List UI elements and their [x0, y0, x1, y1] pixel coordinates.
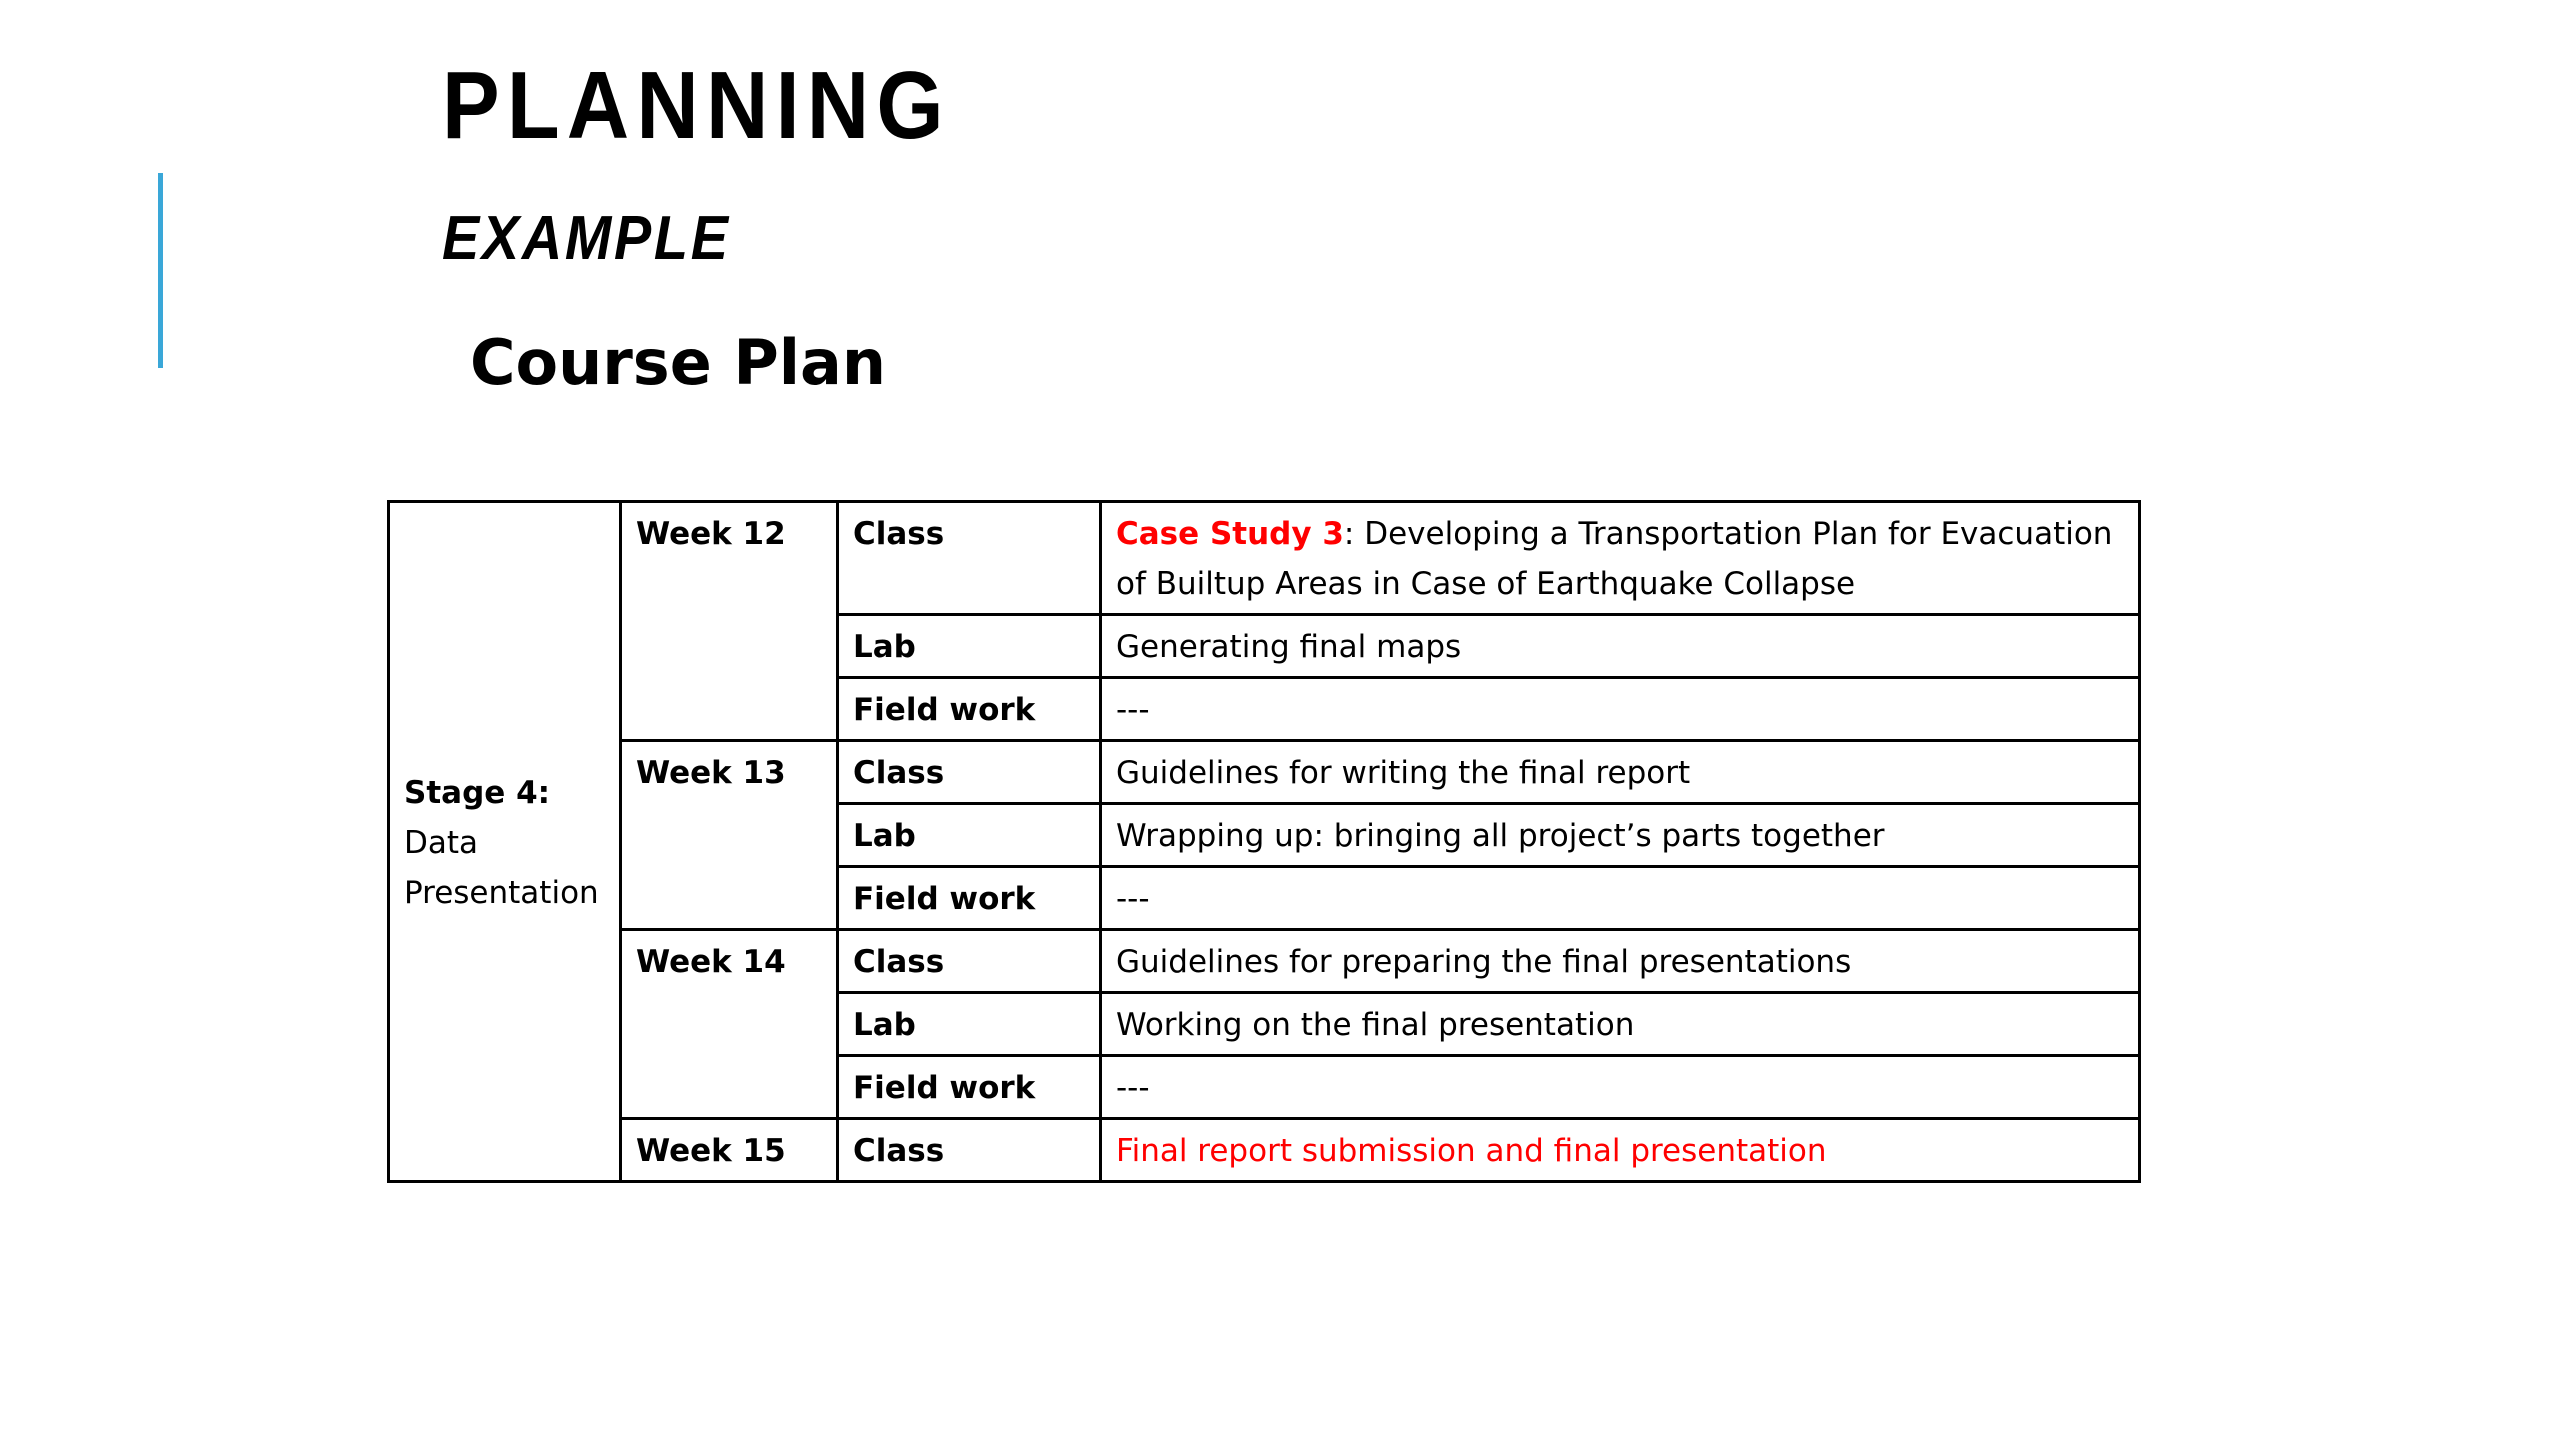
table-row: [389, 741, 2140, 804]
session-type: Field work: [838, 678, 1101, 741]
session-detail: Wrapping up: bringing all project’s parts together: [1101, 804, 2140, 867]
session-detail: Guidelines for writing the final report: [1101, 741, 2140, 804]
stage-cell: [389, 502, 621, 1182]
session-type: Class: [838, 1119, 1101, 1182]
stage-name-line-2: Presentation: [404, 874, 599, 911]
session-detail: ---: [1101, 1056, 2140, 1119]
session-type: Lab: [838, 615, 1101, 678]
case-study-highlight: Case Study 3: [1116, 516, 1344, 552]
stage-name-line-1: Data: [404, 824, 479, 861]
session-type: Lab: [838, 993, 1101, 1056]
session-type: Class: [838, 741, 1101, 804]
table-row: [389, 930, 2140, 993]
week-label: Week 14: [621, 930, 838, 1119]
table-row: [389, 1119, 2140, 1182]
week-label: Week 12: [621, 502, 838, 741]
session-detail-final: Final report submission and final presentation: [1101, 1119, 2140, 1182]
slide-subtitle: EXAMPLE: [442, 204, 731, 273]
slide-title: PLANNING: [442, 52, 951, 159]
table-row: [389, 502, 2140, 615]
session-detail: ---: [1101, 678, 2140, 741]
session-detail: [1101, 502, 2140, 615]
accent-line: [158, 173, 163, 368]
session-detail: Working on the final presentation: [1101, 993, 2140, 1056]
session-detail: Guidelines for preparing the final presentations: [1101, 930, 2140, 993]
session-type: Class: [838, 502, 1101, 615]
session-type: Field work: [838, 867, 1101, 930]
course-plan-table: [387, 500, 2141, 1183]
session-type: Lab: [838, 804, 1101, 867]
session-detail: ---: [1101, 867, 2140, 930]
week-label: Week 13: [621, 741, 838, 930]
session-detail: Generating final maps: [1101, 615, 2140, 678]
session-type: Field work: [838, 1056, 1101, 1119]
course-plan-heading: Course Plan: [470, 326, 887, 399]
stage-label: Stage 4:: [404, 774, 551, 811]
session-type: Class: [838, 930, 1101, 993]
case-study-detail: : Developing a Transportation Plan for Evacuation of Builtup Areas in Case of Earthquake Collapse: [1116, 516, 2113, 602]
week-label: Week 15: [621, 1119, 838, 1182]
